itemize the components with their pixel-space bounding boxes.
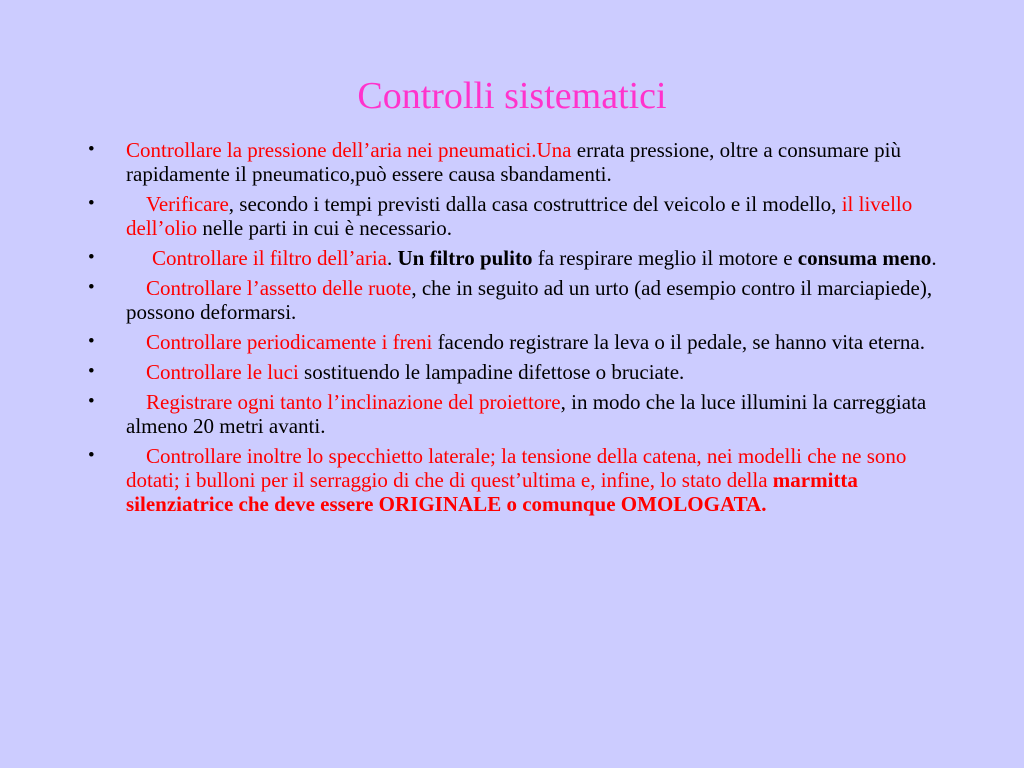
highlight-text: Controllare periodicamente i freni [146, 330, 433, 354]
bullet-icon: • [88, 139, 95, 160]
highlight-text: Verificare [146, 192, 229, 216]
bullet-item-tyre-pressure [88, 138, 948, 186]
bullet-icon: • [88, 445, 95, 466]
bullet-item-wheel-alignment [88, 276, 948, 324]
body-text: errata pressione, oltre a consumare più rapidamente il pneumatico,può essere causa sbandamenti. [126, 138, 901, 186]
bold-highlight-text: marmitta silenziatrice che deve essere ORIGINALE o comunque OMOLOGATA. [126, 468, 858, 516]
slide-title: Controlli sistematici [357, 75, 667, 117]
highlight-text: Controllare le luci [146, 360, 299, 384]
body-text: nelle parti in cui è necessario. [197, 216, 452, 240]
bullet-item-headlight [88, 390, 948, 438]
highlight-text: Controllare l’assetto delle ruote [146, 276, 412, 300]
bullet-icon: • [88, 361, 95, 382]
highlight-text: Controllare il filtro dell’aria [152, 246, 387, 270]
bullet-item-oil-level [88, 192, 948, 240]
bullet-item-brakes [88, 330, 948, 354]
bullet-icon: • [88, 331, 95, 352]
bullet-item-lights [88, 360, 948, 384]
body-text: fa respirare meglio il motore e [532, 246, 798, 270]
bullet-list [88, 138, 948, 522]
highlight-text: Controllare inoltre lo specchietto laterale; la tensione della catena, nei modelli che ne sono dotati; i bulloni per il serraggio di che di quest’ultima e, infine, lo stato della [126, 444, 907, 492]
highlight-text: Registrare ogni tanto l’inclinazione del proiettore [146, 390, 561, 414]
bold-text: consuma meno [797, 246, 932, 270]
bullet-item-air-filter [88, 246, 948, 270]
body-text: , in modo che la luce illumini la carreggiata almeno 20 metri avanti. [126, 390, 927, 438]
body-text: facendo registrare la leva o il pedale, se hanno vita eterna. [432, 330, 925, 354]
highlight-text: Controllare la pressione dell’aria nei pneumatici.Una [126, 138, 572, 162]
bullet-icon: • [88, 193, 95, 214]
body-text: . [387, 246, 398, 270]
bullet-item-mirror-chain-exhaust [88, 444, 948, 516]
body-text: . [931, 246, 937, 270]
highlight-text: il livello dell’olio [126, 192, 913, 240]
body-text: , che in seguito ad un urto (ad esempio contro il marciapiede), possono deformarsi. [126, 276, 933, 324]
body-text: , secondo i tempi previsti dalla casa costruttrice del veicolo e il modello, [228, 192, 842, 216]
bullet-icon: • [88, 391, 95, 412]
body-text: sostituendo le lampadine difettose o bruciate. [298, 360, 685, 384]
bullet-icon: • [88, 247, 95, 268]
bullet-icon: • [88, 277, 95, 298]
bold-text: Un filtro pulito [397, 246, 533, 270]
